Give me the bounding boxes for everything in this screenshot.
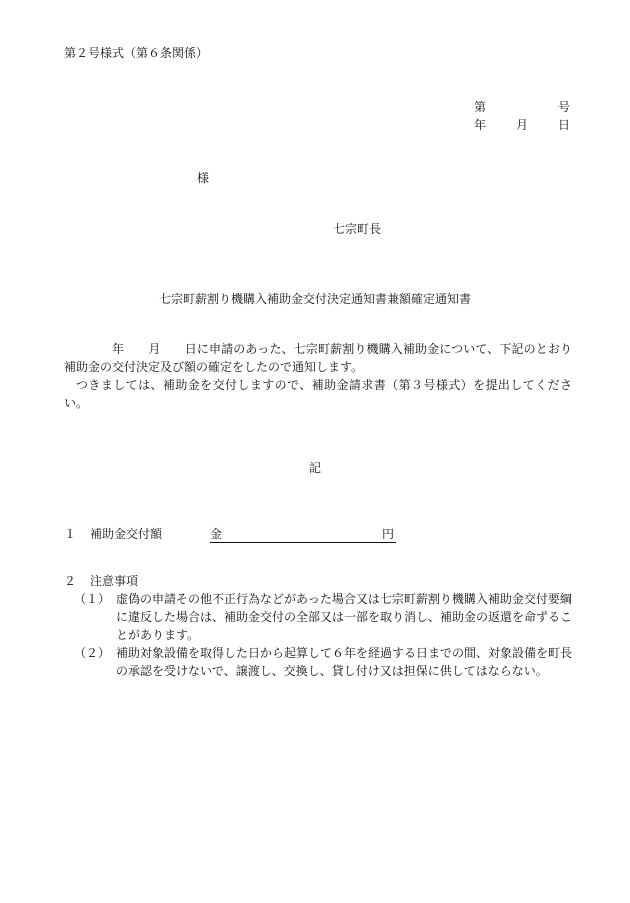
sender-name: 七宗町長 (333, 222, 382, 236)
note-text (116, 590, 572, 644)
go-label: 号 (558, 100, 571, 114)
note-marker: （１） (74, 592, 111, 606)
recipient-honorific: 様 (197, 171, 210, 185)
body-text (64, 340, 572, 412)
date-row (474, 116, 570, 134)
dai-label: 第 (474, 100, 487, 114)
amount-label: 補助金交付額 (90, 527, 163, 541)
amount-field (210, 525, 396, 543)
notes-label: 注意事項 (90, 574, 139, 588)
month-label: 月 (516, 118, 529, 132)
document-number-date-block (474, 98, 570, 134)
note-marker: （２） (74, 646, 111, 660)
document-number-row (474, 98, 570, 116)
notes-number: ２ (64, 574, 77, 588)
form-number: 第２号様式（第６条関係） (64, 46, 209, 60)
amount-prefix: 金 (210, 527, 223, 541)
amount-suffix: 円 (381, 527, 394, 541)
note-text-content: 虚偽の申請その他不正行為などがあった場合又は七宗町薪割り機購入補助金交付要綱に違反した場合は、補助金交付の全部又は一部を取り消し、補助金の返還を命ずることがあります。 (116, 592, 573, 642)
day-label: 日 (558, 118, 571, 132)
body-paragraph-1: 年 月 日に申請のあった、七宗町薪割り機購入補助金について、下記のとおり補助金の交付決定及び額の確定をしたので通知します。 (64, 342, 572, 374)
amount-number: １ (64, 527, 77, 541)
document-title: 七宗町薪割り機購入補助金交付決定通知書兼額確定通知書 (158, 292, 471, 306)
year-label: 年 (474, 118, 487, 132)
ki-heading: 記 (308, 461, 321, 475)
body-paragraph-2: つきましては、補助金を交付しますので、補助金請求書（第３号様式）を提出してください。 (64, 378, 572, 410)
note-text-content: 補助対象設備を取得した日から起算して６年を経過する日までの間、対象設備を町長の承認を受けないで、譲渡し、交換し、貸し付け又は担保に供してはならない。 (116, 646, 573, 678)
note-text (116, 644, 572, 680)
